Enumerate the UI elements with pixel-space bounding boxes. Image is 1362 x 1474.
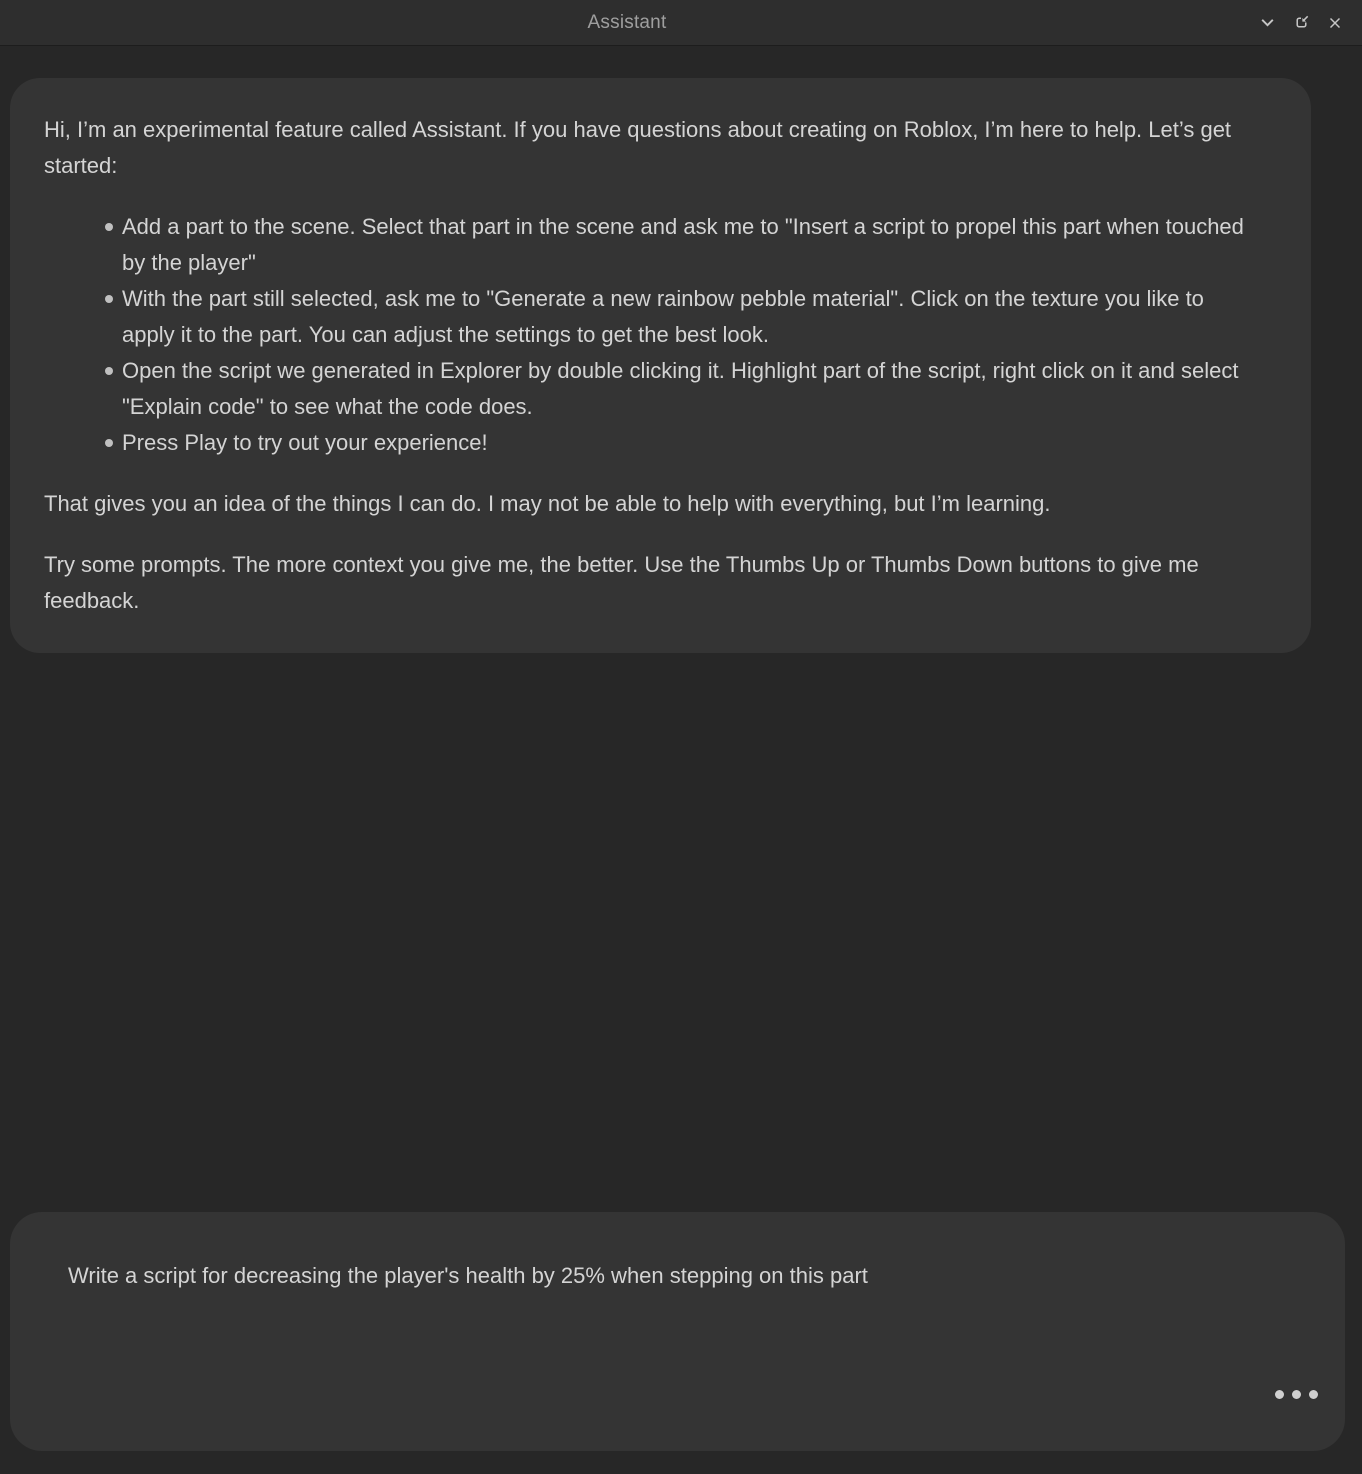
titlebar-controls [1254, 10, 1362, 36]
close-button[interactable] [1322, 10, 1348, 36]
panel-title: Assistant [587, 11, 667, 33]
close-icon [1327, 15, 1343, 31]
list-item: Press Play to try out your experience! [105, 425, 1259, 461]
titlebar [0, 0, 1362, 46]
message-intro: Hi, I’m an experimental feature called Assistant. If you have questions about creating on Roblox, I’m here to help. Let’s get started: [44, 117, 1232, 178]
ellipsis-icon [1275, 1390, 1318, 1399]
assistant-message [10, 78, 1311, 653]
chevron-down-icon [1259, 14, 1276, 31]
pop-in-button[interactable] [1288, 10, 1314, 36]
list-item: Open the script we generated in Explorer by double clicking it. Highlight part of the script, right click on it and select "Explain code" to see what the code does. [105, 353, 1259, 425]
message-bullet-list [44, 209, 1259, 461]
list-item: With the part still selected, ask me to "Generate a new rainbow pebble material". Click on the texture you like to apply it to the part. You can adjust the settings to get the best look. [105, 281, 1259, 353]
list-item: Add a part to the scene. Select that part in the scene and ask me to "Insert a script to propel this part when touched by the player" [105, 209, 1259, 281]
pop-in-icon [1292, 13, 1311, 32]
more-options-button[interactable] [1270, 1385, 1323, 1404]
collapse-button[interactable] [1254, 10, 1280, 36]
prompt-input-container [10, 1212, 1345, 1451]
message-outro-2: Try some prompts. The more context you give me, the better. Use the Thumbs Up or Thumbs Down buttons to give me feedback. [44, 552, 1199, 613]
prompt-input[interactable]: Write a script for decreasing the player's health by 25% when stepping on this part [68, 1263, 868, 1288]
message-outro-1: That gives you an idea of the things I can do. I may not be able to help with everything, but I’m learning. [44, 491, 1051, 516]
